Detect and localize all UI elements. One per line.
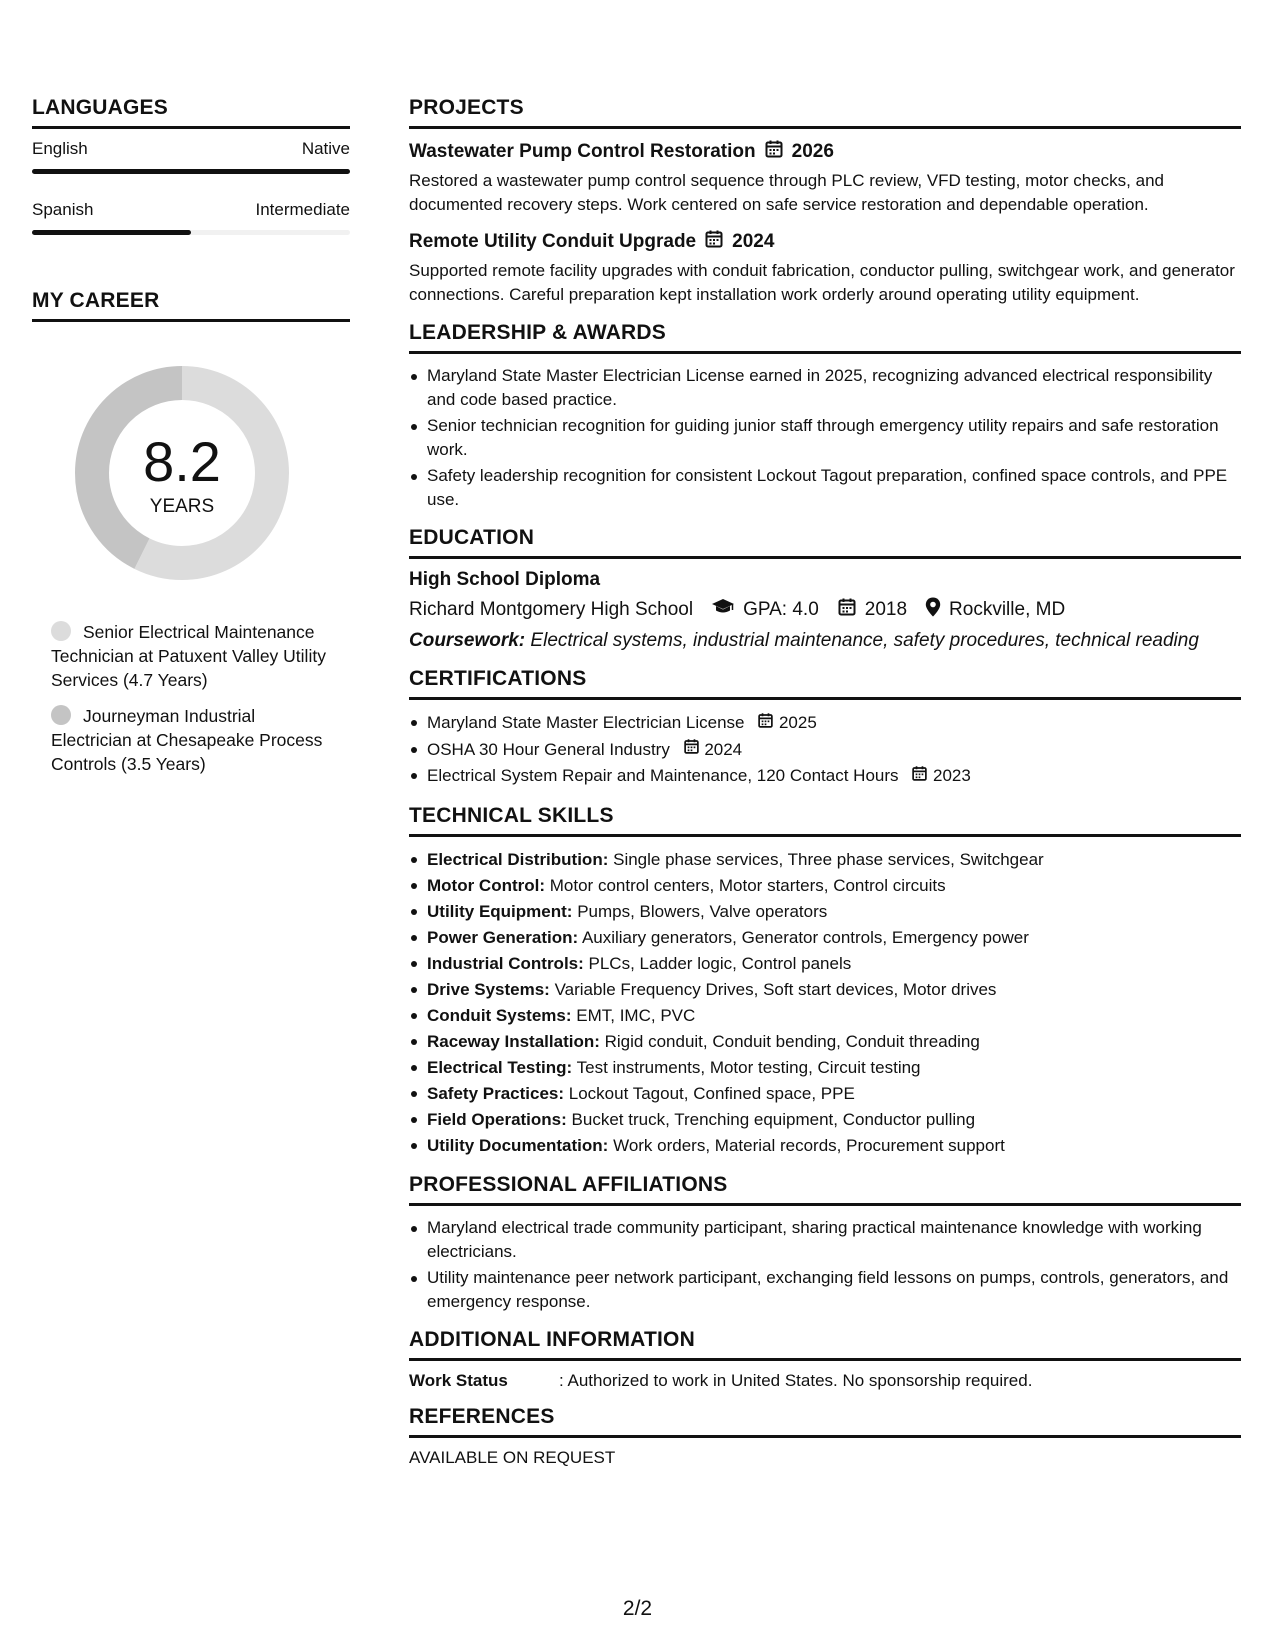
list-item [409,1081,1241,1107]
affiliations-list [409,1216,1241,1314]
skill-value: Pumps, Blowers, Valve operators [577,901,828,921]
education-coursework [409,629,1241,653]
list-item [409,1133,1241,1159]
list-item [409,977,1241,1003]
work-status-row [409,1371,1241,1391]
project-title: Remote Utility Conduit Upgrade [409,231,697,252]
project-title-row [409,229,1241,255]
education-gpa: GPA: 4.0 [743,599,819,620]
coursework-label: Coursework: [409,630,526,651]
certification-year: 2023 [932,766,971,786]
skill-value: Motor control centers, Motor starters, Control circuits [549,875,946,895]
skill-label: Drive Systems: [427,979,550,999]
coursework-text: Electrical systems, industrial maintenance, safety procedures, technical reading [530,630,1199,651]
skill-label: Conduit Systems: [427,1005,572,1025]
language-item-spanish [32,200,350,235]
language-proficiency-bar [32,230,350,235]
calendar-icon [911,764,928,790]
legend-dot-icon [51,705,71,725]
certifications-heading: CERTIFICATIONS [409,667,1241,700]
leadership-heading: LEADERSHIP & AWARDS [409,321,1241,354]
skill-value: Bucket truck, Trenching equipment, Conductor pulling [571,1109,976,1129]
references-text: AVAILABLE ON REQUEST [409,1447,616,1467]
career-donut-chart [67,358,297,588]
career-heading: MY CAREER [32,289,350,322]
education-degree: High School Diploma [409,569,601,590]
project-title: Wastewater Pump Control Restoration [409,141,756,162]
career-legend-item [51,704,331,776]
skill-label: Motor Control: [427,875,546,895]
skill-label: Electrical Distribution: [427,849,609,869]
project-year: 2026 [791,141,834,162]
education-school: Richard Montgomery High School [409,599,694,620]
skill-value: Work orders, Material records, Procurement support [613,1135,1005,1155]
page-number: 2/2 [622,1597,653,1620]
education-section [409,526,1241,653]
language-name: Spanish [32,200,94,219]
list-item: Utility maintenance peer network participant, exchanging field lessons on pumps, controls, generators, and emergency response. [409,1266,1241,1314]
list-item: Maryland State Master Electrician License earned in 2025, recognizing advanced electrical responsibility and code based practice. [409,364,1241,412]
list-item [409,763,1241,790]
skills-list [409,847,1241,1159]
skill-value: Lockout Tagout, Confined space, PPE [568,1083,855,1103]
certifications-list [409,710,1241,790]
list-item [409,925,1241,951]
location-pin-icon [925,597,941,623]
language-item-english [32,139,350,174]
certification-year: 2024 [704,739,743,759]
career-donut-center [67,358,297,588]
language-proficiency-fill [32,230,191,235]
leadership-list [409,364,1241,512]
language-level: Native [301,139,350,158]
list-item [409,1107,1241,1133]
list-item: Maryland electrical trade community participant, sharing practical maintenance knowledge with working electricians. [409,1216,1241,1264]
certification-name: Maryland State Master Electrician License [427,713,745,732]
skill-label: Utility Equipment: [427,901,573,921]
list-item: Safety leadership recognition for consistent Lockout Tagout preparation, confined space controls, and PPE use. [409,464,1241,512]
skill-label: Raceway Installation: [427,1031,600,1051]
list-item [409,1029,1241,1055]
skill-label: Industrial Controls: [427,953,584,973]
left-column [32,96,350,788]
certification-name: Electrical System Repair and Maintenance, 120 Contact Hours [427,766,899,786]
list-item [409,737,1241,764]
affiliations-heading: PROFESSIONAL AFFILIATIONS [409,1173,1241,1206]
project-description: Supported remote facility upgrades with conduit fabrication, conductor pulling, switchgear work, and generator connections. Careful preparation kept installation work orderly around operating utility equipment. [409,261,1235,304]
legend-dot-icon [51,621,71,641]
career-total-years: 8.2 [143,430,221,493]
certification-year: 2025 [778,713,817,732]
affiliations-section [409,1173,1241,1314]
education-meta [409,597,1241,623]
project-description: Restored a wastewater pump control sequence through PLC review, VFD testing, motor checks, and documented recovery steps. Work centered on safe service restoration and dependable operation. [409,171,1164,214]
skill-label: Field Operations: [427,1109,567,1129]
skills-section [409,804,1241,1159]
languages-heading: LANGUAGES [32,96,350,129]
references-heading: REFERENCES [409,1405,1241,1438]
projects-section [409,96,1241,307]
leadership-section [409,321,1241,512]
list-item [409,710,1241,737]
skill-value: EMT, IMC, PVC [576,1005,696,1025]
calendar-icon [704,229,724,255]
education-heading: EDUCATION [409,526,1241,559]
list-item [409,899,1241,925]
language-level: Intermediate [255,200,350,219]
list-item [409,951,1241,977]
references-section [409,1405,1241,1468]
language-name: English [32,139,88,158]
calendar-icon [683,737,700,763]
skill-value: Rigid conduit, Conduit bending, Conduit threading [604,1031,980,1051]
certifications-section [409,667,1241,790]
skill-value: Test instruments, Motor testing, Circuit testing [576,1057,921,1077]
skill-label: Safety Practices: [427,1083,565,1103]
calendar-icon [757,711,774,737]
calendar-icon [837,597,857,623]
skill-value: Single phase services, Three phase services, Switchgear [613,849,1044,869]
skill-label: Electrical Testing: [427,1057,573,1077]
list-item [409,1055,1241,1081]
skill-label: Utility Documentation: [427,1135,609,1155]
skill-value: Variable Frequency Drives, Soft start devices, Motor drives [554,979,997,999]
skill-value: Auxiliary generators, Generator controls, Emergency power [581,927,1029,947]
list-item [409,847,1241,873]
language-proficiency-bar [32,169,350,174]
skill-value: PLCs, Ladder logic, Control panels [588,953,852,973]
language-proficiency-fill [32,169,350,174]
right-column [409,96,1241,1482]
list-item: Senior technician recognition for guiding junior staff through emergency utility repairs and safe restoration work. [409,414,1241,462]
certification-name: OSHA 30 Hour General Industry [427,739,670,759]
calendar-icon [764,139,784,165]
career-legend-item [51,620,331,692]
education-location: Rockville, MD [949,599,1066,620]
career-years-unit: YEARS [149,496,215,517]
work-status-label: Work Status [409,1370,508,1390]
education-year: 2018 [864,599,908,620]
additional-heading: ADDITIONAL INFORMATION [409,1328,1241,1361]
list-item [409,873,1241,899]
additional-section [409,1328,1241,1391]
career-legend-text: Journeyman Industrial Electrician at Chesapeake Process Controls (3.5 Years) [51,706,323,774]
projects-heading: PROJECTS [409,96,1241,129]
work-status-value: : Authorized to work in United States. No sponsorship required. [559,1370,1033,1390]
project-title-row [409,139,1241,165]
skill-label: Power Generation: [427,927,579,947]
graduation-cap-icon [711,598,735,622]
list-item [409,1003,1241,1029]
skills-heading: TECHNICAL SKILLS [409,804,1241,837]
career-legend-text: Senior Electrical Maintenance Technician at Patuxent Valley Utility Services (4.7 Years) [51,622,326,690]
career-legend [32,620,350,776]
project-year: 2024 [732,231,775,252]
